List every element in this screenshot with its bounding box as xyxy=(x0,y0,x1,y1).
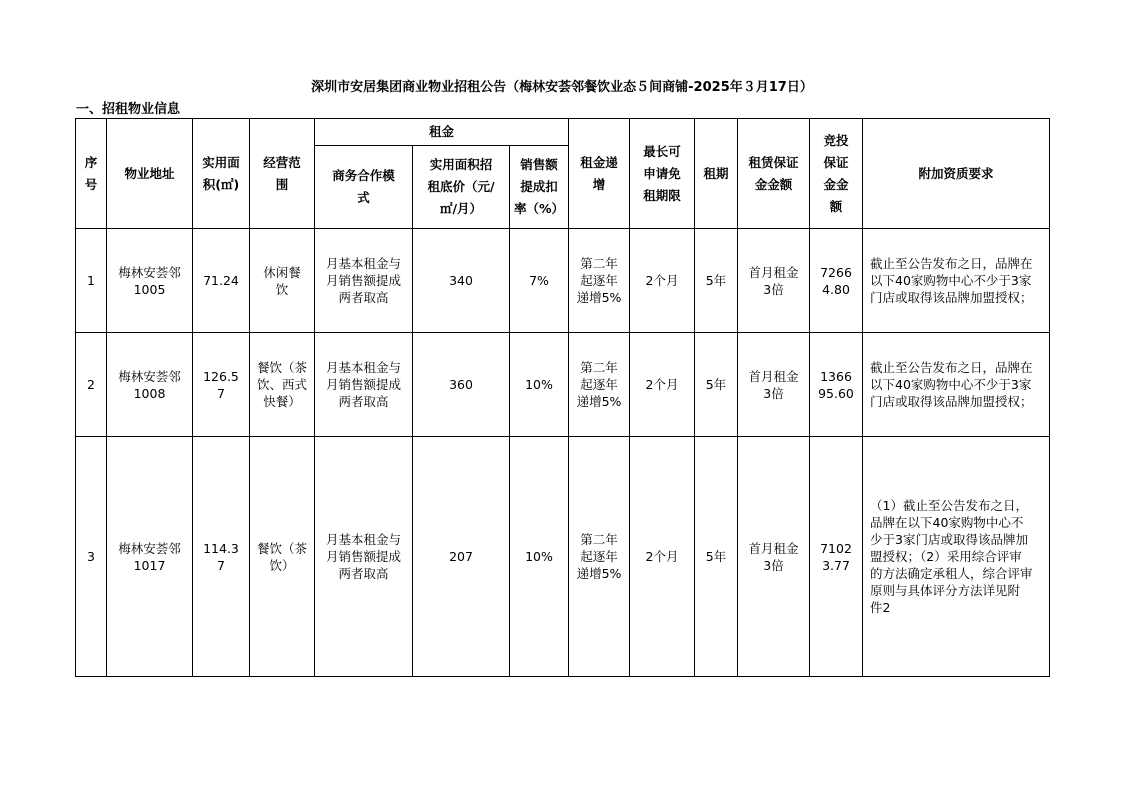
document-title: 深圳市安居集团商业物业招租公告（梅林安荟邻餐饮业态５间商铺-2025年３月17日） xyxy=(311,80,813,95)
cell-scope: 餐饮（茶 饮） xyxy=(250,437,315,677)
cell-scope: 餐饮（茶 饮、西式 快餐） xyxy=(250,333,315,437)
header-seq: 序 号 xyxy=(76,119,107,229)
table-row xyxy=(76,437,1050,677)
header-deposit: 租赁保证 金金额 xyxy=(738,119,810,229)
cell-commission: 10% xyxy=(510,437,569,677)
cell-term: 5年 xyxy=(695,229,738,333)
cell-price: 340 xyxy=(413,229,510,333)
cell-area: 71.24 xyxy=(193,229,250,333)
cell-deposit: 首月租金 3倍 xyxy=(738,229,810,333)
cell-increase: 第二年 起逐年 递增5% xyxy=(569,333,630,437)
cell-commission: 10% xyxy=(510,333,569,437)
cell-free-rent: 2个月 xyxy=(630,437,695,677)
header-mode: 商务合作模 式 xyxy=(315,146,413,229)
header-rent-group: 租金 xyxy=(315,119,569,146)
cell-mode: 月基本租金与 月销售额提成 两者取高 xyxy=(315,437,413,677)
cell-deposit: 首月租金 3倍 xyxy=(738,437,810,677)
header-commission: 销售额 提成扣 率（%） xyxy=(510,146,569,229)
cell-term: 5年 xyxy=(695,333,738,437)
header-address: 物业地址 xyxy=(107,119,193,229)
cell-extra: （1）截止至公告发布之日， 品牌在以下40家购物中心不 少于3家门店或取得该品牌加 盟授权；（2）采用综合评审 的方法确定承租人，综合评审 原则与具体评分方法详见附 件2 xyxy=(863,437,1050,677)
cell-extra: 截止至公告发布之日，品牌在 以下40家购物中心不少于3家 门店或取得该品牌加盟授权； xyxy=(863,229,1050,333)
cell-deposit: 首月租金 3倍 xyxy=(738,333,810,437)
cell-address: 梅林安荟邻 1005 xyxy=(107,229,193,333)
rental-property-table xyxy=(75,118,1050,677)
cell-area: 114.3 7 xyxy=(193,437,250,677)
cell-free-rent: 2个月 xyxy=(630,229,695,333)
cell-bid-deposit: 7266 4.80 xyxy=(810,229,863,333)
cell-bid-deposit: 7102 3.77 xyxy=(810,437,863,677)
table-row xyxy=(76,333,1050,437)
header-term: 租期 xyxy=(695,119,738,229)
cell-commission: 7% xyxy=(510,229,569,333)
cell-term: 5年 xyxy=(695,437,738,677)
header-scope: 经营范 围 xyxy=(250,119,315,229)
cell-mode: 月基本租金与 月销售额提成 两者取高 xyxy=(315,333,413,437)
cell-price: 360 xyxy=(413,333,510,437)
cell-seq: 1 xyxy=(76,229,107,333)
cell-address: 梅林安荟邻 1017 xyxy=(107,437,193,677)
cell-scope: 休闲餐 饮 xyxy=(250,229,315,333)
header-increase: 租金递 增 xyxy=(569,119,630,229)
cell-area: 126.5 7 xyxy=(193,333,250,437)
header-free-rent: 最长可 申请免 租期限 xyxy=(630,119,695,229)
cell-increase: 第二年 起逐年 递增5% xyxy=(569,437,630,677)
cell-address: 梅林安荟邻 1008 xyxy=(107,333,193,437)
cell-seq: 3 xyxy=(76,437,107,677)
table-row xyxy=(76,229,1050,333)
cell-price: 207 xyxy=(413,437,510,677)
cell-extra: 截止至公告发布之日，品牌在 以下40家购物中心不少于3家 门店或取得该品牌加盟授权； xyxy=(863,333,1050,437)
cell-free-rent: 2个月 xyxy=(630,333,695,437)
cell-mode: 月基本租金与 月销售额提成 两者取高 xyxy=(315,229,413,333)
cell-increase: 第二年 起逐年 递增5% xyxy=(569,229,630,333)
cell-seq: 2 xyxy=(76,333,107,437)
header-base-price: 实用面积招 租底价（元/ ㎡/月） xyxy=(413,146,510,229)
cell-bid-deposit: 1366 95.60 xyxy=(810,333,863,437)
header-extra: 附加资质要求 xyxy=(863,119,1050,229)
section-heading: 一、招租物业信息 xyxy=(76,102,181,117)
header-bid-deposit: 竞投 保证 金金 额 xyxy=(810,119,863,229)
header-area: 实用面 积(㎡) xyxy=(193,119,250,229)
